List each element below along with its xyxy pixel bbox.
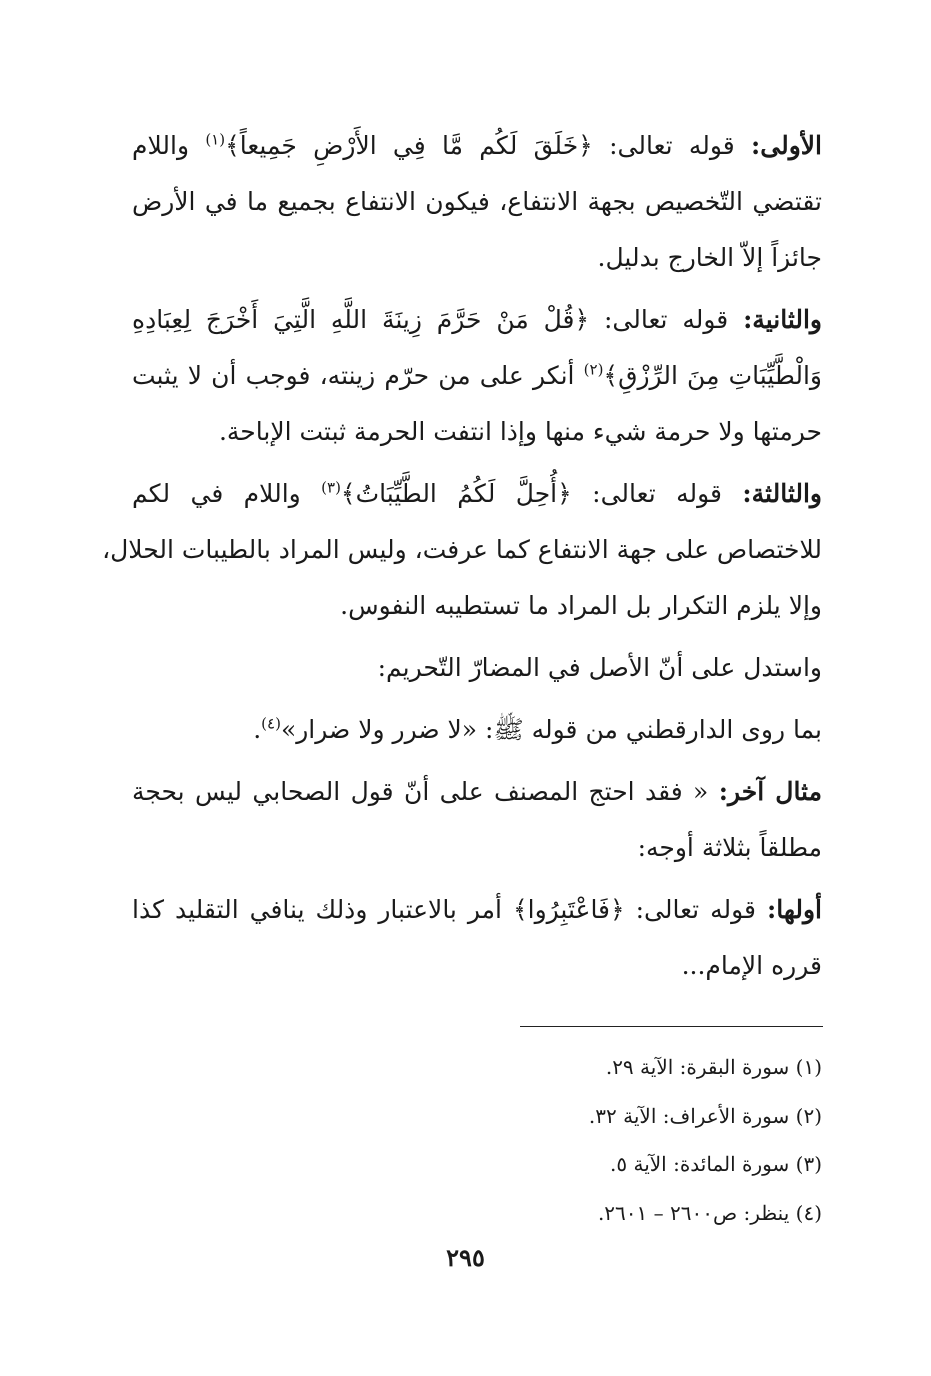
paragraph-fifth xyxy=(132,702,822,758)
verse-text: قوله تعالى: ﴿أُحِلَّ لَكُمُ الطَّيِّبَاتُ﴾ xyxy=(340,479,722,508)
paragraph-third xyxy=(102,466,822,634)
line-body: « فقد احتج المصنف على أنّ قول الصحابي ليس بحجة xyxy=(132,777,709,806)
text-line: وإلا يلزم التكرار بل المراد ما تستطيبه النفوس. xyxy=(340,591,822,620)
body-text xyxy=(102,118,823,1000)
line-tail: . xyxy=(253,715,262,744)
footnote-ref: (٤) xyxy=(261,714,281,733)
text-line xyxy=(132,118,822,174)
text-line xyxy=(132,764,822,820)
footnote-item: (١) سورة البقرة: الآية ٢٩. xyxy=(605,1055,822,1079)
text-line: تقتضي التّخصيص بجهة الانتفاع، فيكون الانتفاع بجميع ما في الأرض xyxy=(132,187,822,216)
footnote-ref: (٢) xyxy=(583,360,604,379)
paragraph-lead: والثالثة: xyxy=(742,479,822,508)
text-line: جائزاً إلاّ الخارج بدليل. xyxy=(597,243,822,272)
text-line xyxy=(132,882,822,938)
text-line xyxy=(132,702,822,758)
text-line xyxy=(132,348,822,404)
paragraph-first xyxy=(132,118,822,286)
footnote-separator xyxy=(520,1026,823,1027)
footnote-item: (٣) سورة المائدة: الآية ٥. xyxy=(610,1152,822,1176)
footnote-item: (٤) ينظر: ص٢٦٠٠ – ٢٦٠١. xyxy=(597,1200,822,1225)
line-tail: واللام xyxy=(132,131,190,160)
paragraph-lead: مثال آخر: xyxy=(718,777,822,806)
verse-text: وَالْطَّيِّبَاتِ مِنَ الرِّزْقِ﴾ xyxy=(603,361,822,390)
paragraph-sixth xyxy=(132,764,822,876)
verse-text: قوله تعالى: ﴿خَلَقَ لَكُم مَّا فِي الأَرْضِ جَمِيعاً﴾ xyxy=(225,131,735,160)
text-line: واستدل على أنّ الأصل في المضارّ التّحريم: xyxy=(377,653,822,682)
hadith-text: بما روى الدارقطني من قوله ﷺ: «لا ضرر ولا ضرار» xyxy=(280,715,822,744)
text-line xyxy=(132,292,822,348)
paragraph-seventh xyxy=(132,882,822,994)
page-number: ٢٩٥ xyxy=(446,1243,485,1272)
line-tail: واللام في لكم xyxy=(132,479,301,508)
text-line xyxy=(132,466,822,522)
footnotes xyxy=(132,1043,822,1237)
paragraph-fourth xyxy=(132,640,822,696)
text-line: للاختصاص على جهة الانتفاع كما عرفت، وليس المراد بالطيبات الحلال، xyxy=(102,535,822,564)
text-line: قرره الإمام... xyxy=(681,951,822,980)
verse-text: قوله تعالى: ﴿قُلْ مَنْ حَرَّمَ زِينَةَ اللَّهِ الَّتِيَ أَخْرَجَ لِعِبَادِهِ xyxy=(132,305,729,334)
footnote-ref: (١) xyxy=(205,130,226,149)
footnote-item: (٢) سورة الأعراف: الآية ٣٢. xyxy=(588,1103,822,1128)
paragraph-lead: الأولى: xyxy=(751,131,822,160)
text-line: مطلقاً بثلاثة أوجه: xyxy=(637,833,822,862)
line-tail: أنكر على من حرّم زينته، فوجب أن لا يثبت xyxy=(132,361,575,390)
footnote-ref: (٣) xyxy=(321,478,341,497)
paragraph-second xyxy=(132,292,822,460)
paragraph-lead: أولها: xyxy=(767,895,823,924)
line-body: قوله تعالى: ﴿فَاعْتَبِرُوا﴾ أمر بالاعتبار وذلك ينافي التقليد كذا xyxy=(132,895,757,924)
text-line: حرمتها ولا حرمة شيء منها وإذا انتفت الحرمة ثبتت الإباحة. xyxy=(218,417,822,446)
paragraph-lead: والثانية: xyxy=(743,305,822,334)
